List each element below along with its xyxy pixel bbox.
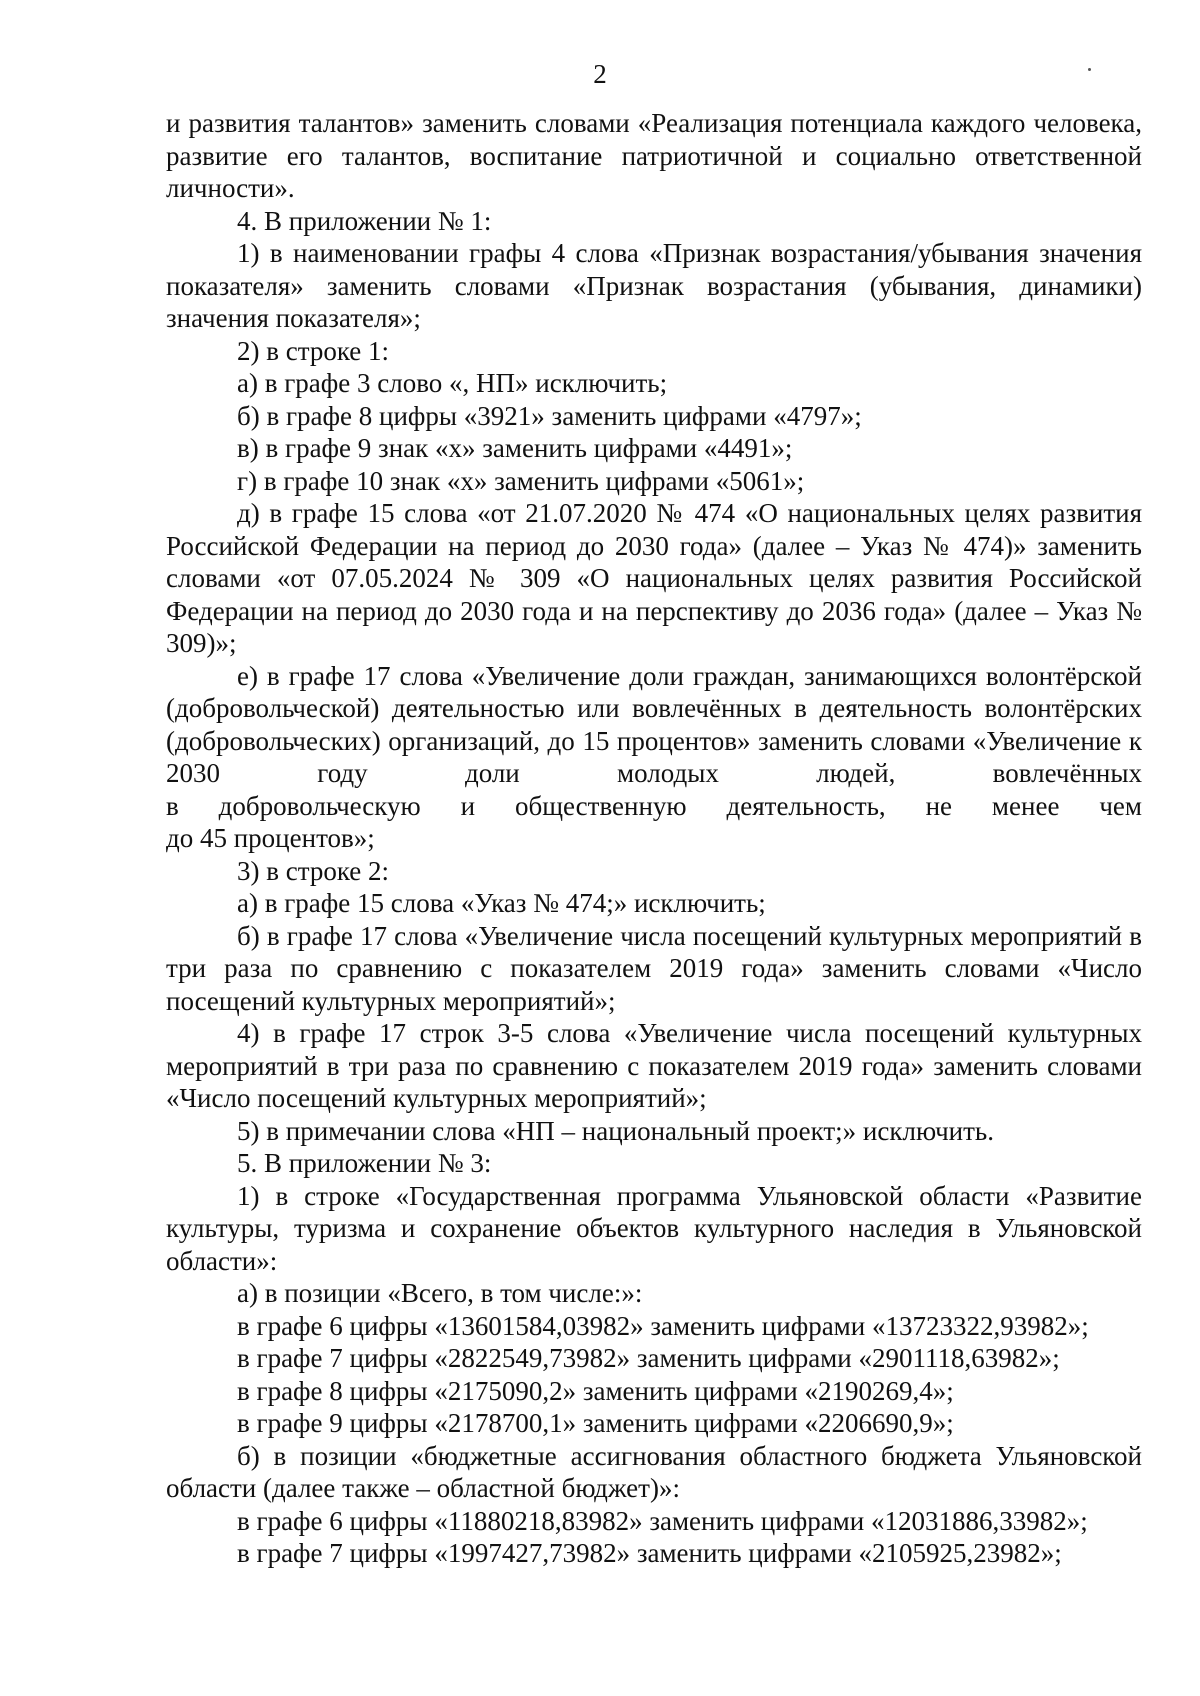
document-body [166, 107, 1142, 1570]
paragraph-subitem-3a: а) в графе 15 слова «Указ № 474;» исключить; [237, 888, 766, 918]
paragraph-subitem-2e-end: до 45 процентов»; [166, 823, 375, 853]
paragraph-item-5-subitem-1: 1) в строке «Государственная программа Ульяновской области «Развитие культуры, туризма и сохранение объектов культурного наследия в Ульяновской области»: [166, 1180, 1142, 1276]
paragraph-continuation: и развития талантов» заменить словами «Реализация потенциала каждого человека, развитие его талантов, воспитание патриотичной и социально ответственной личности». [166, 108, 1142, 203]
paragraph-subitem-2e-line: в добровольческую и общественную деятельность, не менее чем [166, 790, 1142, 821]
paragraph-subitem-3: 3) в строке 2: [237, 855, 390, 886]
paragraph-subitem-5: 5) в примечании слова «НП – национальный проект;» исключить. [237, 1115, 994, 1146]
paragraph-item-5-subitem-1a: а) в позиции «Всего, в том числе:»: [237, 1278, 643, 1308]
scan-speck [1088, 68, 1091, 71]
paragraph-column-6: в графе 6 цифры «13601584,03982» заменить цифрами «13723322,93982»; [237, 1310, 1089, 1341]
paragraph-item-4: 4. В приложении № 1: [237, 205, 492, 236]
paragraph-budget-column-6: в графе 6 цифры «11880218,83982» заменить цифрами «12031886,33982»; [237, 1505, 1088, 1536]
paragraph-subitem-2b: б) в графе 8 цифры «3921» заменить цифрами «4797»; [237, 400, 862, 431]
paragraph-column-8: в графе 8 цифры «2175090,2» заменить цифрами «2190269,4»; [237, 1375, 954, 1406]
paragraph-subitem-2e: е) в графе 17 слова «Увеличение доли граждан, занимающихся волонтёрской (добровольческой) деятельностью или вовлечённых в деятельность волонтёрских (добровольческих) организаций, до 15 процентов» заменить словами «Увеличение к 2030 году доли молодых людей, вовлечённых [166, 660, 1142, 788]
paragraph-subitem-2a: а) в графе 3 слово «, НП» исключить; [237, 368, 668, 398]
paragraph-subitem-4: 4) в графе 17 строк 3-5 слова «Увеличение числа посещений культурных мероприятий в три раза по сравнению с показателем 2019 года» заменить словами «Число посещений культурных мероприятий»; [166, 1018, 1142, 1113]
paragraph-item-5: 5. В приложении № 3: [237, 1148, 492, 1178]
paragraph-subitem-2v: в) в графе 9 знак «х» заменить цифрами «4491»; [237, 433, 793, 463]
paragraph-item-5-subitem-1b: б) в позиции «бюджетные ассигнования областного бюджета Ульяновской области (далее также – областной бюджет)»: [166, 1440, 1142, 1503]
paragraph-column-7: в графе 7 цифры «2822549,73982» заменить цифрами «2901118,63982»; [237, 1343, 1060, 1373]
paragraph-column-9: в графе 9 цифры «2178700,1» заменить цифрами «2206690,9»; [237, 1408, 954, 1438]
paragraph-budget-column-7: в графе 7 цифры «1997427,73982» заменить цифрами «2105925,23982»; [237, 1538, 1062, 1568]
paragraph-subitem-3b: б) в графе 17 слова «Увеличение числа посещений культурных мероприятий в три раза по сравнению с показателем 2019 года» заменить словами «Число посещений культурных мероприятий»; [166, 920, 1142, 1016]
paragraph-subitem-1: 1) в наименовании графы 4 слова «Признак возрастания/убывания значения показателя» заменить словами «Признак возрастания (убывания, динамики) значения показателя»; [166, 238, 1142, 333]
paragraph-subitem-2: 2) в строке 1: [237, 335, 390, 366]
paragraph-subitem-2g: г) в графе 10 знак «х» заменить цифрами «5061»; [237, 465, 805, 496]
paragraph-subitem-2d: д) в графе 15 слова «от 21.07.2020 № 474 «О национальных целях развития Российской Федерации на период до 2030 года» (далее – Указ № 474)» заменить словами «от 07.05.2024 № 309 «О национальных целях развития Российской Федерации на период до 2030 года и на перспективу до 2036 года» (далее – Указ № 309)»; [166, 498, 1142, 658]
page-number: 2 [593, 59, 607, 89]
